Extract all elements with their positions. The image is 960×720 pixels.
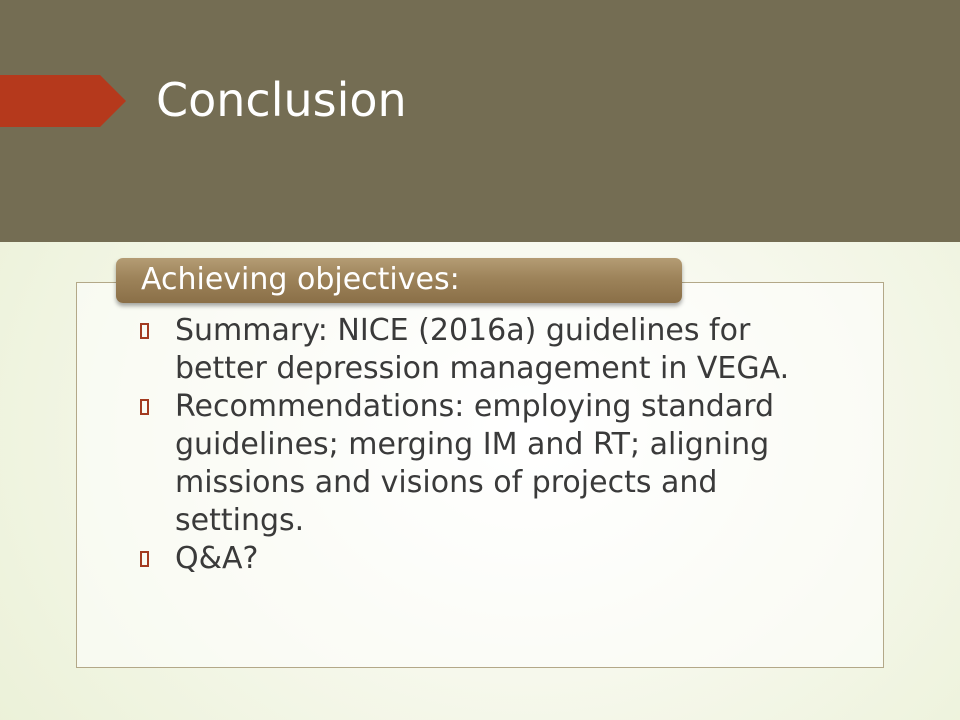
bullet-text: Q&A? bbox=[175, 541, 259, 576]
square-outline-icon bbox=[140, 323, 149, 339]
square-outline-icon bbox=[140, 399, 149, 415]
section-tab bbox=[116, 258, 682, 303]
bullet-item-qa bbox=[136, 540, 836, 578]
square-outline-icon bbox=[140, 551, 149, 567]
slide-title: Conclusion bbox=[156, 73, 407, 127]
section-label: Achieving objectives: bbox=[141, 262, 460, 297]
bullet-list bbox=[136, 312, 836, 578]
bullet-item-summary bbox=[136, 312, 836, 388]
bullet-text: Summary: NICE (2016a) guidelines for better depression management in VEGA. bbox=[175, 313, 790, 386]
chevron-arrow-icon bbox=[0, 75, 126, 127]
bullet-item-recommendations bbox=[136, 388, 836, 540]
bullet-text: Recommendations: employing standard guidelines; merging IM and RT; aligning missions and visions of projects and settings. bbox=[175, 389, 775, 538]
title-bar bbox=[0, 0, 960, 242]
